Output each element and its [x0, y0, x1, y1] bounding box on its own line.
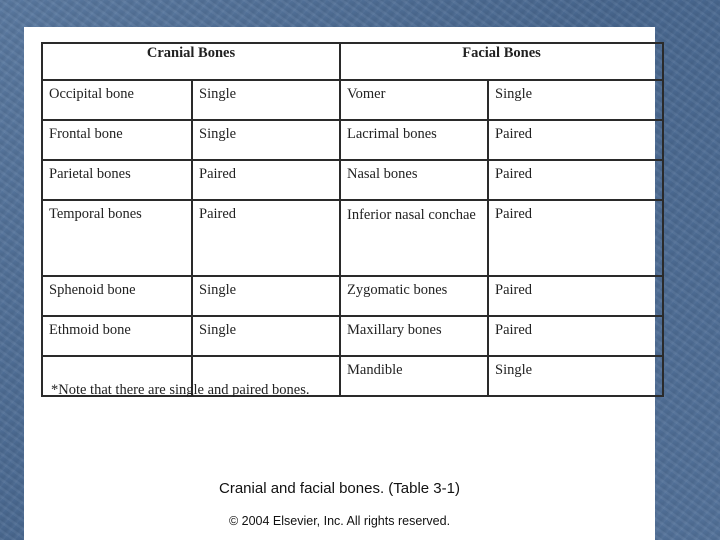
- table-row: [42, 120, 663, 160]
- cranial-bone-name: Ethmoid bone: [42, 316, 192, 356]
- facial-bone-name: Lacrimal bones: [340, 120, 488, 160]
- facial-bone-type: Paired: [488, 120, 663, 160]
- cranial-bone-name: Temporal bones: [42, 200, 192, 276]
- table-row: [42, 160, 663, 200]
- cranial-bone-type: Paired: [192, 160, 340, 200]
- cranial-bones-header: Cranial Bones: [42, 43, 340, 80]
- cranial-bone-name: Sphenoid bone: [42, 276, 192, 316]
- cranial-bone-type: Single: [192, 276, 340, 316]
- facial-bone-type: Paired: [488, 316, 663, 356]
- facial-bones-header: Facial Bones: [340, 43, 663, 80]
- facial-bone-name: Nasal bones: [340, 160, 488, 200]
- cranial-bone-name: Parietal bones: [42, 160, 192, 200]
- table-footnote: *Note that there are single and paired bones.: [51, 382, 310, 398]
- facial-bone-name: Zygomatic bones: [340, 276, 488, 316]
- facial-bone-type: Single: [488, 80, 663, 120]
- cranial-bone-type: Single: [192, 120, 340, 160]
- facial-bone-type: Single: [488, 356, 663, 396]
- facial-bone-name: [340, 200, 488, 276]
- facial-bone-type: Paired: [488, 200, 663, 276]
- facial-bone-name: Vomer: [340, 80, 488, 120]
- facial-bone-type: Paired: [488, 160, 663, 200]
- cranial-bone-type: Single: [192, 316, 340, 356]
- facial-bone-type: Paired: [488, 276, 663, 316]
- facial-bone-name-text: Inferior nasal conchae: [347, 207, 476, 223]
- bones-table: [41, 42, 664, 397]
- slide-card: [24, 27, 655, 540]
- table-row: [42, 316, 663, 356]
- cranial-bone-type: Paired: [192, 200, 340, 276]
- cranial-bone-type: Single: [192, 80, 340, 120]
- figure-caption: Cranial and facial bones. (Table 3-1): [219, 480, 460, 497]
- table-header-row: [42, 43, 663, 80]
- facial-bone-name: Maxillary bones: [340, 316, 488, 356]
- table-row: [42, 276, 663, 316]
- cranial-bone-name: Occipital bone: [42, 80, 192, 120]
- facial-bone-name: Mandible: [340, 356, 488, 396]
- cranial-bone-name: Frontal bone: [42, 120, 192, 160]
- copyright-notice: © 2004 Elsevier, Inc. All rights reserved.: [228, 514, 451, 528]
- table-row: [42, 80, 663, 120]
- table-row: [42, 200, 663, 276]
